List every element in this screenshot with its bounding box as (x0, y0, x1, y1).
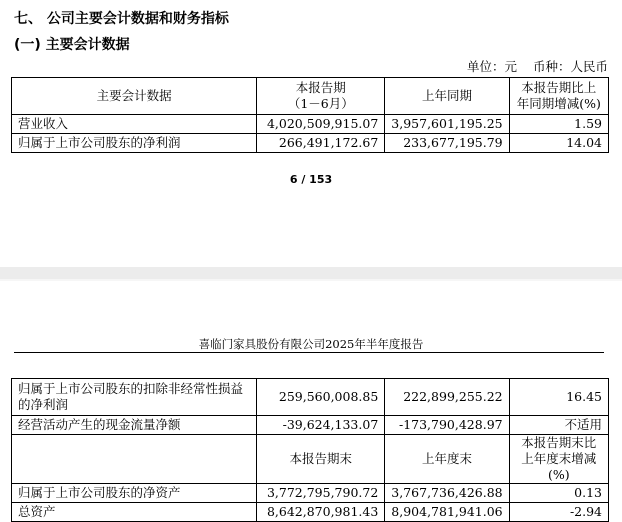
value-cell: 8,904,781,941.06 (385, 503, 509, 522)
table-header-row (12, 78, 609, 115)
value-cell: 3,767,736,426.88 (385, 484, 509, 503)
value-cell: 3,772,795,790.72 (257, 484, 385, 503)
value-cell: 233,677,195.79 (385, 134, 509, 153)
header-cell: 本报告期末 (257, 435, 385, 484)
header-cell: 本报告期末比上年度末增减(%) (509, 435, 608, 484)
page-header: 喜临门家具股份有限公司2025年半年度报告 (198, 337, 424, 351)
unit-label: 单位：元 (466, 59, 517, 74)
header-cell: 上年度末 (385, 435, 509, 484)
header-cell: 本报告期比上年同期增减(%) (509, 78, 608, 115)
row-label: 经营活动产生的现金流量净额 (12, 416, 257, 435)
value-cell: 14.04 (509, 134, 608, 153)
value-cell: 4,020,509,915.07 (257, 115, 385, 134)
row-label: 归属于上市公司股东的净利润 (12, 134, 257, 153)
value-cell: 8,642,870,981.43 (257, 503, 385, 522)
value-cell: 266,491,172.67 (257, 134, 385, 153)
value-cell: -39,624,133.07 (257, 416, 385, 435)
table-subheader-row (12, 435, 609, 484)
subsection-title: (一) 主要会计数据 (14, 37, 130, 53)
table-row (12, 134, 609, 153)
value-cell: -173,790,428.97 (385, 416, 509, 435)
value-cell: 0.13 (509, 484, 608, 503)
section-title: 七、 公司主要会计数据和财务指标 (14, 11, 229, 27)
row-label: 总资产 (12, 503, 257, 522)
row-label: 营业收入 (12, 115, 257, 134)
value-cell: 259,560,008.85 (257, 379, 385, 416)
header-cell: 主要会计数据 (12, 78, 257, 115)
unit-line (455, 57, 608, 75)
header-rule (14, 352, 604, 353)
table-row (12, 115, 609, 134)
page-separator-shadow (0, 279, 622, 281)
row-label: 归属于上市公司股东的扣除非经常性损益的净利润 (12, 379, 257, 416)
header-cell (12, 435, 257, 484)
table-row (12, 503, 609, 522)
table-row (12, 416, 609, 435)
page-number: 6 / 153 (289, 173, 333, 186)
value-cell: -2.94 (509, 503, 608, 522)
table-row (12, 379, 609, 416)
value-cell: 222,899,255.22 (385, 379, 509, 416)
key-accounting-data-table-continued (11, 378, 609, 522)
currency-label: 币种：人民币 (532, 59, 608, 74)
table-row (12, 484, 609, 503)
value-cell: 3,957,601,195.25 (385, 115, 509, 134)
value-cell: 16.45 (509, 379, 608, 416)
key-accounting-data-table (11, 77, 609, 153)
value-cell: 不适用 (509, 416, 608, 435)
header-cell: 上年同期 (385, 78, 509, 115)
header-cell: 本报告期 （1－6月） (257, 78, 385, 115)
row-label: 归属于上市公司股东的净资产 (12, 484, 257, 503)
page-separator (0, 267, 622, 279)
value-cell: 1.59 (509, 115, 608, 134)
